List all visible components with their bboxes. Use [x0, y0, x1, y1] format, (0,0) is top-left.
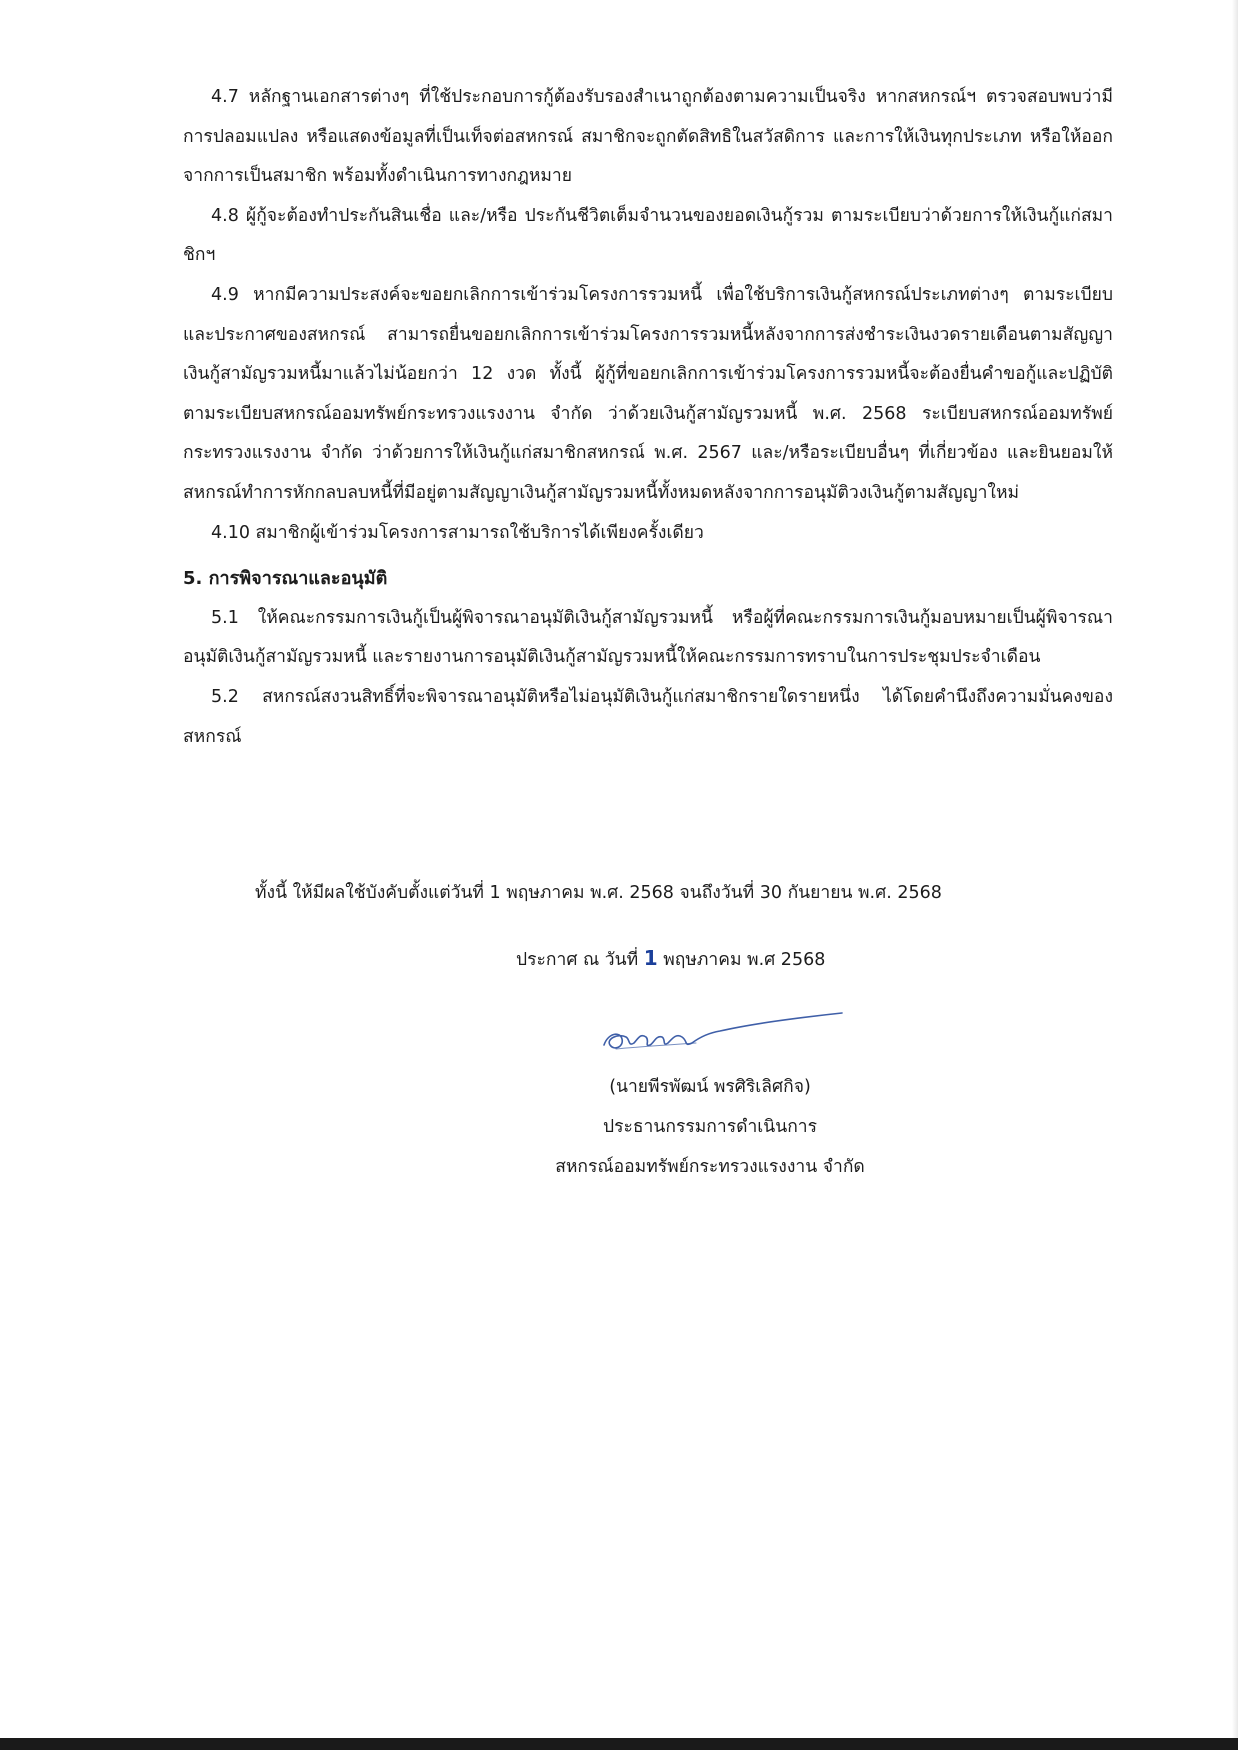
effective-date-statement: ทั้งนี้ ให้มีผลใช้บังคับตั้งแต่วันที่ 1 พฤษภาคม พ.ศ. 2568 จนถึงวันที่ 30 กันยายน พ.ศ. 2568	[255, 883, 942, 903]
clause-4-7: 4.7 หลักฐานเอกสารต่างๆ ที่ใช้ประกอบการกู้ต้องรับรองสำเนาถูกต้องตามความเป็นจริง หากสหกรณ์ฯ ตรวจสอบพบว่ามีการปลอมแปลง หรือแสดงข้อมูลที่เป็นเท็จต่อสหกรณ์ สมาชิกจะถูกตัดสิทธิในสวัสดิการ และการให้เงินทุกประเภท หรือให้ออกจากการเป็นสมาชิก พร้อมทั้งดำเนินการทางกฎหมาย	[183, 87, 1113, 187]
announcement-suffix: พฤษภาคม พ.ศ 2568	[663, 950, 826, 970]
scan-edge	[1232, 0, 1238, 1750]
signatory-position: ประธานกรรมการดำเนินการ	[602, 1117, 818, 1137]
signature-image	[596, 1003, 846, 1063]
section-5-heading: 5. การพิจารณาและอนุมัติ	[183, 568, 388, 590]
signatory-organization: สหกรณ์ออมทรัพย์กระทรวงแรงงาน จำกัด	[555, 1157, 865, 1177]
announcement-date	[516, 945, 825, 973]
clause-4-10: 4.10 สมาชิกผู้เข้าร่วมโครงการสามารถใช้บริการได้เพียงครั้งเดียว	[211, 522, 704, 543]
clause-5-2: 5.2 สหกรณ์สงวนสิทธิ์ที่จะพิจารณาอนุมัติหรือไม่อนุมัติเงินกู้แก่สมาชิกรายใดรายหนึ่ง ได้โดยคำนึงถึงความมั่นคงของสหกรณ์	[183, 686, 1113, 747]
document-body	[183, 78, 1113, 757]
scan-bottom-border	[0, 1738, 1238, 1750]
announcement-prefix: ประกาศ ณ วันที่	[516, 950, 639, 970]
clause-4-8: 4.8 ผู้กู้จะต้องทำประกันสินเชื่อ และ/หรือ ประกันชีวิตเต็มจำนวนของยอดเงินกู้รวม ตามระเบียบว่าด้วยการให้เงินกู้แก่สมาชิกฯ	[183, 205, 1113, 266]
clause-4-9: 4.9 หากมีความประสงค์จะขอยกเลิกการเข้าร่วมโครงการรวมหนี้ เพื่อใช้บริการเงินกู้สหกรณ์ประเภทต่างๆ ตามระเบียบและประกาศของสหกรณ์ สามารถยื่นขอยกเลิกการเข้าร่วมโครงการรวมหนี้หลังจากการส่งชำระเงินงวดรายเดือนตามสัญญาเงินกู้สามัญรวมหนี้มาแล้วไม่น้อยกว่า 12 งวด ทั้งนี้ ผู้กู้ที่ขอยกเลิกการเข้าร่วมโครงการรวมหนี้จะต้องยื่นคำขอกู้และปฏิบัติตามระเบียบสหกรณ์ออมทรัพย์กระทรวงแรงงาน จำกัด ว่าด้วยเงินกู้สามัญรวมหนี้ พ.ศ. 2568 ระเบียบสหกรณ์ออมทรัพย์กระทรวงแรงงาน จำกัด ว่าด้วยการให้เงินกู้แก่สมาชิกสหกรณ์ พ.ศ. 2567 และ/หรือระเบียบอื่นๆ ที่เกี่ยวข้อง และยินยอมให้สหกรณ์ทำการหักกลบลบหนี้ที่มีอยู่ตามสัญญาเงินกู้สามัญรวมหนี้ทั้งหมดหลังจากการอนุมัติวงเงินกู้ตามสัญญาใหม่	[183, 284, 1113, 503]
announcement-day-handwritten: 1	[643, 946, 658, 970]
signatory-name: (นายพีรพัฒน์ พรศิริเลิศกิจ)	[609, 1077, 811, 1097]
clause-5-1: 5.1 ให้คณะกรรมการเงินกู้เป็นผู้พิจารณาอนุมัติเงินกู้สามัญรวมหนี้ หรือผู้ที่คณะกรรมการเงินกู้มอบหมายเป็นผู้พิจารณาอนุมัติเงินกู้สามัญรวมหนี้ และรายงานการอนุมัติเงินกู้สามัญรวมหนี้ให้คณะกรรมการทราบในการประชุมประจำเดือน	[183, 607, 1113, 668]
